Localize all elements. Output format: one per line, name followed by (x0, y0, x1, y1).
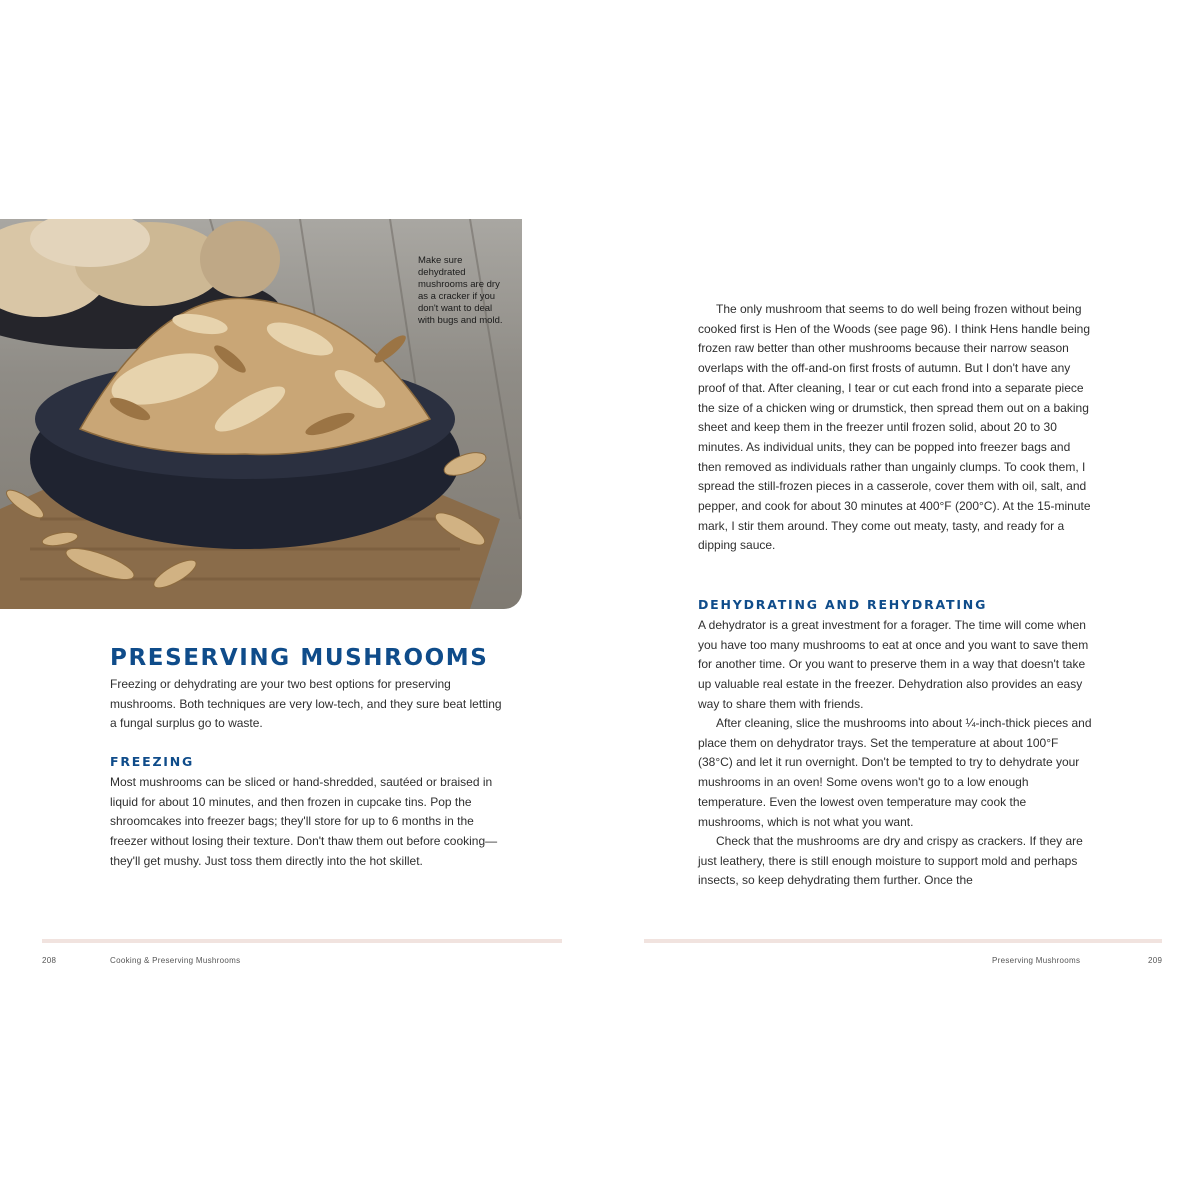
intro-paragraph: Freezing or dehydrating are your two best options for preserving mushrooms. Both techniques are very low-tech, and they sure beat letting a fungal surplus go to waste. (110, 677, 502, 731)
hen-of-the-woods-paragraph: The only mushroom that seems to do well being frozen without being cooked first is Hen of the Woods (see page 96). I think Hens handle being frozen raw better than other mushrooms because their narrow season overlaps with the off-and-on first frosts of autumn. But I don't have any proof of that. After cleaning, I tear or cut each frond into a separate piece the size of a chicken wing or drumstick, then spread them out on a baking sheet and keep them in the freezer until frozen solid, about 20 to 30 minutes. As individual units, they can be popped into freezer bags and then removed as individuals rather than ungainly clumps. To cook them, I spread the still-frozen pieces in a casserole, cover them with oil, salt, and pepper, and cook for about 30 minutes at 400°F (200°C). At the 15-minute mark, I stir them around. They come out meaty, tasty, and ready for a dipping sauce. (698, 302, 1091, 553)
freezing-heading: FREEZING (110, 754, 195, 769)
page-number-left: 208 (42, 956, 57, 965)
slicing-paragraph: After cleaning, slice the mushrooms into about ¼-inch-thick pieces and place them on dehydrator trays. Set the temperature at about 100°F (38°C) and let it run overnight. Don't be tempted to try to dehydrate your mushrooms in an oven! Some ovens won't go to a low enough temperature. Even the lowest oven temperature may cook the mushrooms, which is not what you want. (698, 716, 1092, 829)
footer-rule-left (42, 939, 562, 943)
check-dryness-paragraph: Check that the mushrooms are dry and crispy as crackers. If they are just leathery, there is still enough moisture to support mold and perhaps insects, so keep dehydrating them further. Once the (698, 834, 1083, 888)
running-head-left: Cooking & Preserving Mushrooms (110, 956, 241, 965)
page-number-right: 209 (1148, 956, 1163, 965)
page-title: PRESERVING MUSHROOMS (110, 645, 489, 671)
dehydrating-heading: DEHYDRATING AND REHYDRATING (698, 597, 988, 612)
running-head-right: Preserving Mushrooms (992, 956, 1081, 965)
dehydrator-paragraph: A dehydrator is a great investment for a forager. The time will come when you have too many mushrooms to eat at once and you want to save them for another time. Or you want to preserve them in a way that doesn't take up valuable real estate in the freezer. Dehydration also provides an easy way to share them with friends. (698, 618, 1089, 711)
photo-caption: Make sure dehydrated mushrooms are dry as a cracker if you don't want to deal with bugs and mold. (418, 255, 503, 326)
freezing-paragraph: Most mushrooms can be sliced or hand-shredded, sautéed or braised in liquid for about 10 minutes, and then frozen in cupcake tins. Pop the shroomcakes into freezer bags; they'll store for up to 6 months in the freezer without losing their texture. Don't thaw them out before cooking—they'll get mushy. Just toss them directly into the hot skillet. (110, 775, 498, 868)
right-page (600, 0, 1200, 1200)
footer-rule-right (644, 939, 1162, 943)
